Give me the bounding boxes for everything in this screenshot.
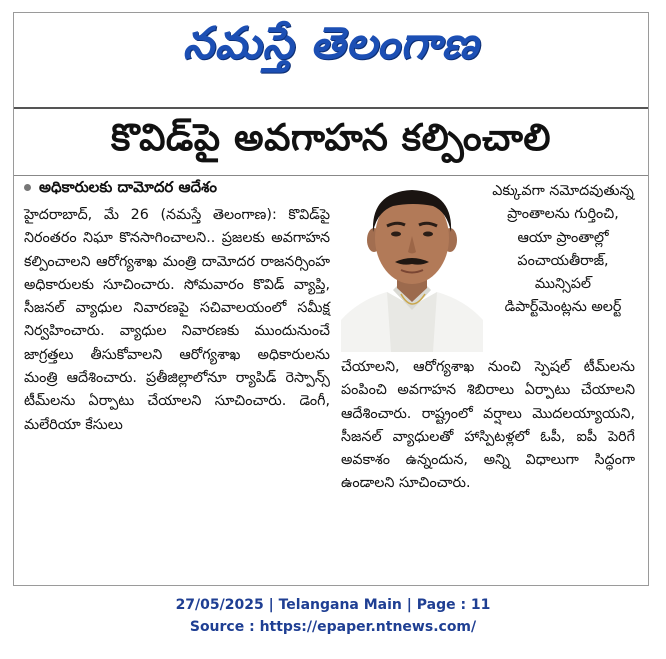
headline-text: కొవిడ్‌పై అవగాహన కల్పించాలి [110, 116, 552, 159]
article-right-column-bottom [341, 356, 635, 496]
article-right-column-top [492, 180, 634, 320]
article-right-bottom-text: చేయాలని, ఆరోగ్యశాఖ నుంచి స్పెషల్ టీమ్‌లను పంపించి అవగాహన శిబిరాలు ఏర్పాటు చేయాలని ఆదేశించారు. రాష్ట్రంలో వర్షాలు మొదలయ్యాయని, సీజనల్ వ్యాధులతో హాస్పిటళ్లలో ఓపీ, ఐపీ పెరిగే అవకాశం ఉన్నందున, అన్ని విధాలుగా సిద్ధంగా ఉండాలని సూచించారు. [341, 359, 635, 492]
masthead [14, 13, 648, 85]
footer-date-page: 27/05/2025 | Telangana Main | Page : 11 [175, 597, 491, 613]
masthead-title: నమస్తే తెలంగాణ [182, 18, 480, 69]
portrait-photo [341, 182, 483, 352]
article-right-top-text: ఎక్కువగా నమోదవుతున్న ప్రాంతాలను గుర్తించి, ఆయా ప్రాంతాల్లో పంచాయతీరాజ్, మున్సిపల్ డిపార్ట్‌మెంట్లను అలర్ట్ [492, 183, 634, 316]
headline [14, 113, 648, 171]
masthead-divider [14, 107, 648, 109]
footer-source: Source : https://epaper.ntnews.com/ [189, 619, 477, 635]
bullet-icon [24, 184, 31, 191]
portrait-icon [341, 182, 483, 352]
article-left-column [24, 204, 330, 437]
subhead [24, 178, 217, 200]
headline-divider [14, 175, 648, 176]
article-left-text: హైదరాబాద్, మే 26 (నమస్తే తెలంగాణ): కొవిడ్‌పై నిరంతరం నిఘా కొనసాగించాలని.. ప్రజలకు అవగాహన కల్పించాలని ఆరోగ్యశాఖ మంత్రి దామోదర రాజనర్సింహ అధికారులకు సూచించారు. సోమవారం కొవిడ్ వ్యాప్తి, సీజనల్ వ్యాధుల నివారణపై సచివాలయంలో సమీక్ష నిర్వహించారు. వ్యాధుల నివారణకు ముందునుంచే జాగ్రత్తలు తీసుకోవాలని ఆరోగ్యశాఖ అధికారులను మంత్రి ఆదేశించారు. ప్రతీజిల్లాలోనూ ర్యాపిడ్ రెస్పాన్స్ టీమ్‌లను ఏర్పాటు చేయాలని సూచించారు. డెంగీ, మలేరియా కేసులు [24, 207, 330, 433]
subhead-text: అధికారులకు దామోదర ఆదేశం [39, 178, 217, 196]
source-footer [0, 594, 666, 638]
